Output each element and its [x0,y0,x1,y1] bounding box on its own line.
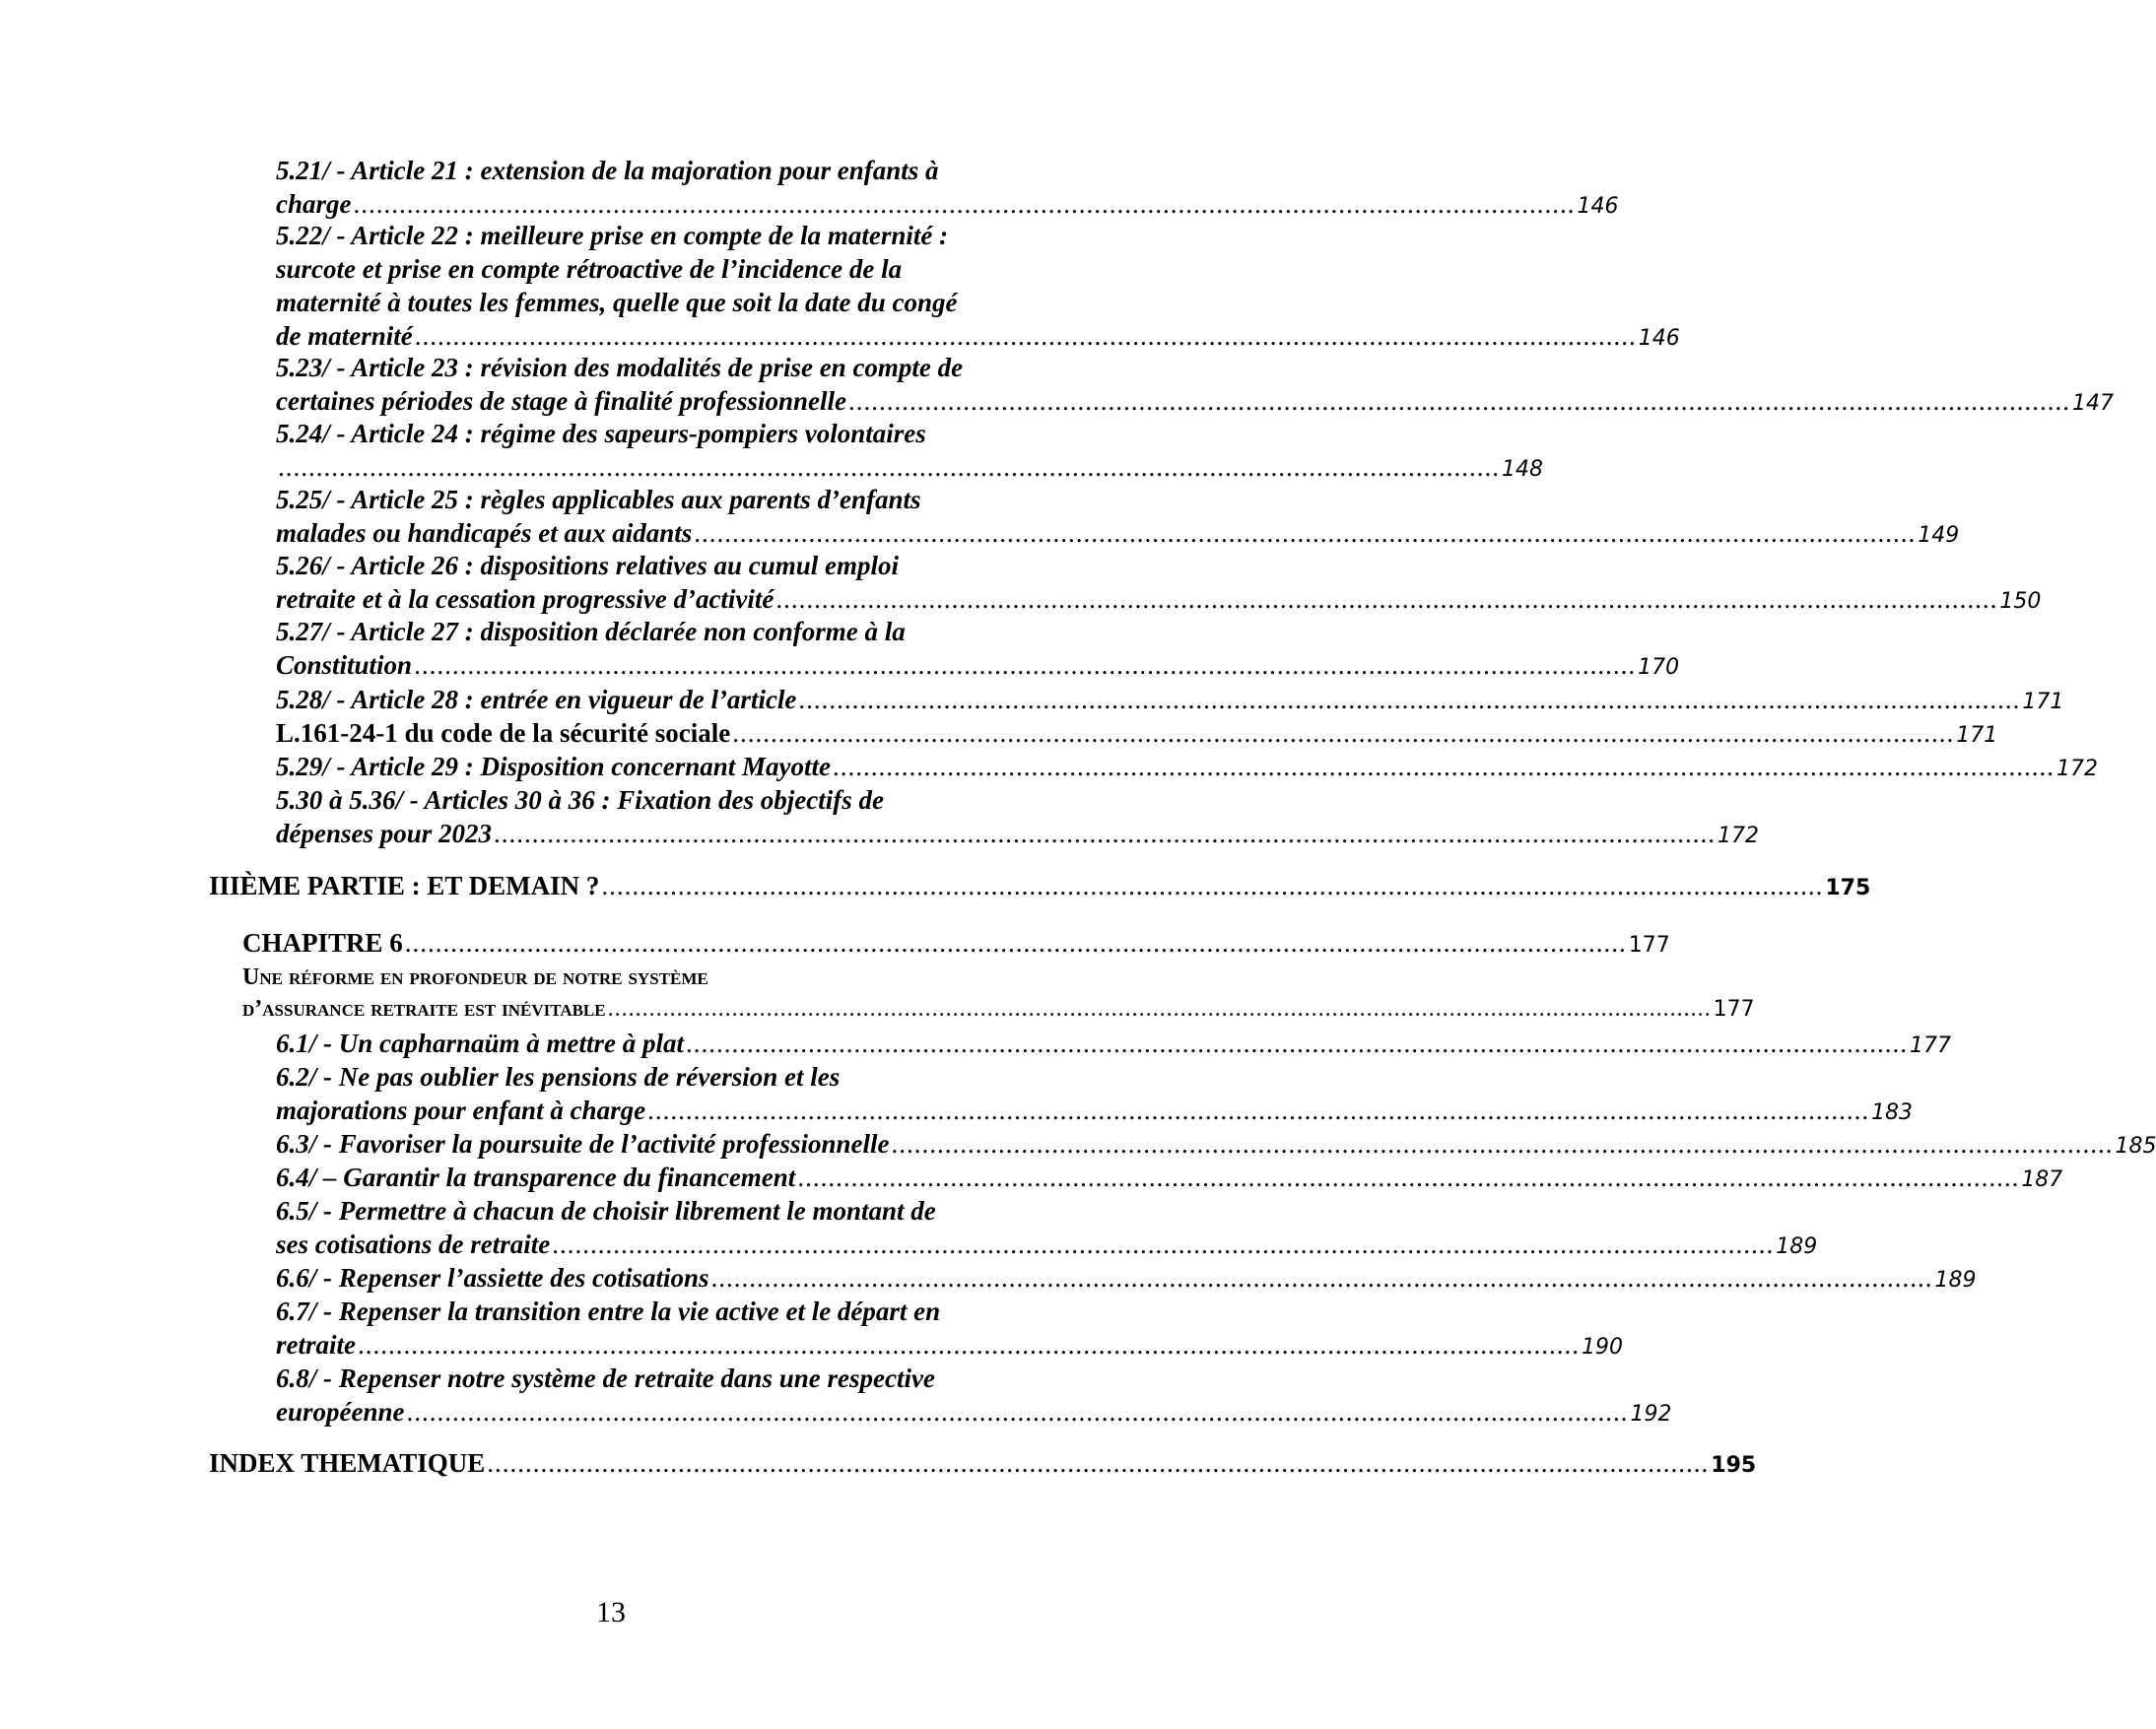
toc-index-thematique[interactable] [209,1446,1757,1483]
toc-page-number: 148 [1502,457,1543,482]
toc-entry-6-3[interactable] [276,1127,2156,1164]
toc-page-number: 175 [1825,876,1871,900]
toc-entry-text: INDEX THEMATIQUE [209,1448,486,1478]
toc-entry-text: 6.5/ - Permettre à chacun de choisir librement le montant de [276,1196,936,1226]
toc-entry-text: 5.23/ - Article 23 : révision des modalités de prise en compte de [276,353,964,382]
toc-entry-text: majorations pour enfant à charge [276,1096,646,1125]
toc-entry-6-7[interactable] [276,1295,1623,1364]
dot-leader: ................................................................................................................................................................ [358,1330,1580,1360]
toc-entry-text: 6.6/ - Repenser l’assiette des cotisations [276,1263,709,1293]
dot-leader: ................................................................................................................................................................ [710,1263,1933,1293]
toc-entry-text: charge [276,189,352,219]
toc-entry-5-27[interactable] [276,615,1680,685]
toc-entry-6-8[interactable] [276,1362,1672,1431]
toc-chapter-6[interactable] [242,926,1670,963]
dot-leader: ................................................................................................................................................................ [833,752,2055,781]
toc-page-number: 171 [1956,723,1998,748]
toc-entry-5-26[interactable] [276,549,2042,619]
toc-entry-text: IIIÈME PARTIE : ET DEMAIN ? [209,871,600,900]
toc-page-number: 172 [2056,757,2098,781]
toc-entry-text: 6.8/ - Repenser notre système de retraite dans une respective [276,1363,935,1393]
toc-entry-text: maternité à toutes les femmes, quelle que soit la date du congé [276,288,958,317]
toc-entry-6-4[interactable] [276,1161,2063,1197]
toc-entry-text: 5.30 à 5.36/ - Articles 30 à 36 : Fixation des objectifs de [276,785,884,815]
toc-page-number: 170 [1638,655,1680,680]
toc-entry-text: 5.28/ - Article 28 : entrée en vigueur de l’article [276,685,797,714]
toc-entry-6-5[interactable] [276,1194,1818,1264]
dot-leader: ................................................................................................................................................................ [686,1029,1909,1058]
toc-page-number: 146 [1638,326,1680,351]
toc-entry-5-21[interactable] [276,154,1619,224]
toc-entry-text: CHAPITRE 6 [242,928,403,958]
toc-entry-text: L.161-24-1 du code de la sécurité sociale [276,718,731,748]
page-number: 13 [596,1596,626,1629]
toc-entry-text: certaines périodes de stage à finalité professionnelle [276,386,846,416]
dot-leader: ................................................................................................................................................................ [487,1448,1710,1478]
toc-entry-5-28[interactable] [276,683,2064,719]
toc-part-3[interactable] [209,869,1871,905]
dot-leader: ................................................................................................................................................................ [647,1096,1870,1125]
dot-leader: ................................................................................................................................................................ [414,650,1637,680]
toc-entry-5-24[interactable] [276,417,1543,487]
toc-page-number: 189 [1934,1268,1977,1293]
toc-entry-text: de maternité [276,321,413,351]
toc-entry-6-2[interactable] [276,1060,1914,1130]
dot-leader: ................................................................................................................................................................ [607,996,1712,1022]
toc-entry-5-23[interactable] [276,351,2114,421]
dot-leader: ................................................................................................................................................................ [891,1129,2114,1159]
dot-leader: ................................................................................................................................................................ [797,1163,2020,1192]
toc-entry-text: 6.3/ - Favoriser la poursuite de l’activité professionnelle [276,1129,890,1159]
dot-leader: ................................................................................................................................................................ [847,386,2070,416]
toc-page-number: 190 [1582,1335,1623,1360]
toc-entry-text: 5.21/ - Article 21 : extension de la majoration pour enfants à [276,156,939,185]
toc-entry-text: 5.27/ - Article 27 : disposition déclarée non conforme à la [276,617,906,646]
toc-page-number: 195 [1711,1453,1757,1478]
toc-entry-text: 6.1/ - Un capharnaüm à mettre à plat [276,1029,685,1058]
toc-entry-text: 5.22/ - Article 22 : meilleure prise en compte de la maternité : [276,221,949,250]
toc-entry-6-1[interactable] [276,1027,1952,1063]
toc-entry-text: 6.2/ - Ne pas oublier les pensions de réversion et les [276,1062,841,1092]
toc-page-number: 187 [2021,1167,2063,1192]
dot-leader: ................................................................................................................................................................ [601,871,1824,900]
dot-leader: ................................................................................................................................................................ [404,928,1627,958]
toc-entry-text: 5.29/ - Article 29 : Disposition concernant Mayotte [276,752,831,781]
toc-entry-text: Constitution [276,650,413,680]
toc-entry-text: malades ou handicapés et aux aidants [276,518,693,548]
toc-page-number: 172 [1718,824,1760,848]
toc-entry-text: 5.25/ - Article 25 : règles applicables aux parents d’enfants [276,485,921,514]
dot-leader: ................................................................................................................................................................ [414,321,1637,351]
dot-leader: ................................................................................................................................................................ [552,1230,1775,1259]
toc-entry-5-28-continued[interactable] [276,716,1998,753]
toc-entry-text: ses cotisations de retraite [276,1230,551,1259]
toc-page-number: 185 [2115,1134,2156,1159]
toc-page-number: 183 [1871,1100,1914,1125]
toc-entry-5-22[interactable] [276,219,1680,356]
toc-entry-text: 5.26/ - Article 26 : dispositions relatives au cumul emploi [276,551,900,580]
toc-chapter-6-title[interactable] [242,962,1755,1026]
toc-page-number: 177 [1910,1033,1952,1058]
toc-entry-5-30[interactable] [276,783,1760,853]
toc-entry-text: d’assurance retraite est inévitable [242,996,606,1022]
toc-entry-text: européenne [276,1397,405,1427]
toc-entry-text: retraite [276,1330,356,1360]
toc-page-number: 171 [2022,690,2064,714]
toc-page-number: 150 [1999,589,2042,614]
dot-leader: ................................................................................................................................................................ [775,584,1998,614]
toc-entry-text: Une réforme en profondeur de notre système [242,964,708,990]
dot-leader: ................................................................................................................................................................ [798,685,2021,714]
toc-entry-text: 6.7/ - Repenser la transition entre la vie active et le départ en [276,1297,941,1326]
toc-entry-text: surcote et prise en compte rétroactive de l’incidence de la [276,254,903,284]
dot-leader: ................................................................................................................................................................ [278,452,1500,482]
toc-entry-5-25[interactable] [276,483,1960,553]
toc-entry-5-29[interactable] [276,750,2098,786]
toc-page-number: 147 [2071,391,2114,416]
toc-page-number: 192 [1630,1402,1672,1427]
toc-entry-6-6[interactable] [276,1261,1977,1297]
toc-page-number: 146 [1577,194,1619,219]
toc-entry-text: retraite et à la cessation progressive d’activité [276,584,775,614]
dot-leader: ................................................................................................................................................................ [353,189,1576,219]
toc-entry-text: 5.24/ - Article 24 : régime des sapeurs-pompiers volontaires [276,419,926,448]
dot-leader: ................................................................................................................................................................ [732,718,1955,748]
toc-page-number: 149 [1918,523,1960,548]
toc-entry-text: dépenses pour 2023 [276,819,493,848]
toc-entry-text: 6.4/ – Garantir la transparence du financement [276,1163,796,1192]
dot-leader: ................................................................................................................................................................ [406,1397,1629,1427]
toc-page-number: 177 [1628,933,1670,958]
dot-leader: ................................................................................................................................................................ [694,518,1917,548]
dot-leader: ................................................................................................................................................................ [494,819,1717,848]
toc-page-number: 189 [1776,1234,1818,1259]
toc-page-number: 177 [1713,997,1755,1022]
